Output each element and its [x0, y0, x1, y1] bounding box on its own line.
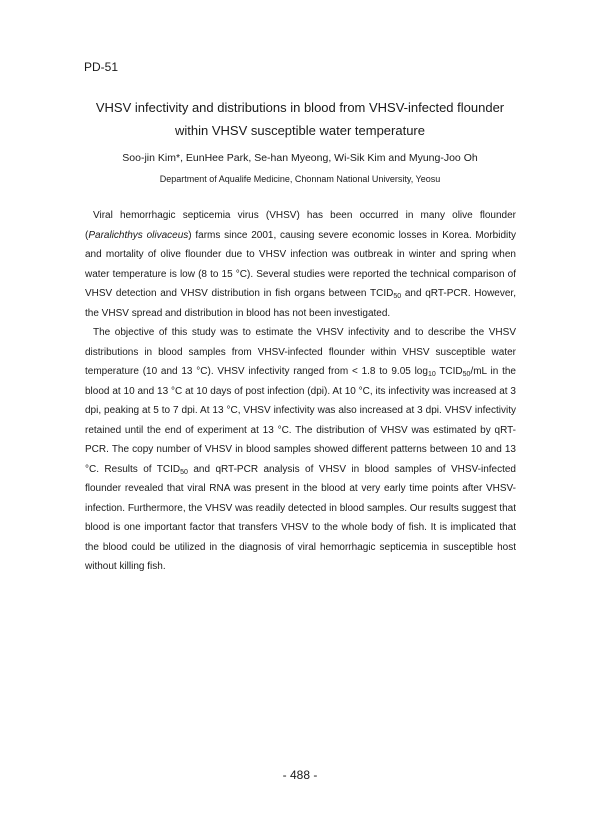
title-line-1: VHSV infectivity and distributions in blood from VHSV-infected flounder	[95, 100, 505, 115]
abstract-body	[85, 206, 516, 577]
session-code: PD-51	[84, 60, 119, 74]
p2-subscript-1: 10	[427, 371, 436, 378]
page-number: - 488 -	[282, 768, 318, 782]
title-line-2: within VHSV susceptible water temperature	[174, 123, 425, 138]
species-name: Paralichthys olivaceus	[88, 229, 189, 241]
p2-text-1: The objective of this study was to estimate the VHSV infectivity and to describe the VHSV distributions in blood samples from VHSV-infected flounder within VHSV susceptible water temperature (10 and 13 °C). VHSV infectivity ranged from < 1.8 to 9.05 log	[85, 327, 516, 377]
p2-subscript-2: 50	[462, 371, 471, 378]
abstract-paragraph-1	[85, 206, 516, 323]
p1-subscript-1: 50	[393, 293, 402, 300]
abstract-paragraph-2	[85, 323, 516, 577]
affiliation: Department of Aqualife Medicine, Chonnam National University, Yeosu	[159, 174, 441, 184]
p2-text-4: and qRT-PCR analysis of VHSV in blood samples of VHSV-infected flounder revealed that viral RNA was present in the blood at very early time points after VHSV-infection. Furthermore, the VHSV was readily detected in blood samples. Our results suggest that blood is one important factor that transfers VHSV to the whole body of fish. It is implicated that the blood could be utilized in the diagnosis of viral hemorrhagic septicemia in susceptible host without killing fish.	[85, 463, 516, 572]
paper-title	[60, 96, 540, 142]
p1-text-3: and qRT-PCR. However, the VHSV spread and distribution in blood has not been investigated.	[85, 288, 516, 319]
p2-subscript-3: 50	[180, 468, 188, 476]
author-list: Soo-jin Kim*, EunHee Park, Se-han Myeong, Wi-Sik Kim and Myung-Joo Oh	[122, 152, 478, 164]
p2-text-2: TCID	[435, 366, 463, 377]
p1-text-1: Viral hemorrhagic septicemia virus (VHSV) has been occurred in many olive flounder (	[85, 210, 516, 241]
p2-text-3: /mL in the blood at 10 and 13 °C at 10 days of post infection (dpi). At 10 °C, its infectivity was increased at 3 dpi, peaking at 5 to 7 dpi. At 13 °C, VHSV infectivity was also increased at 3 dpi. VHSV infectivity retained until the end of experiment at 13 °C. The distribution of VHSV was estimated by qRT-PCR. The copy number of VHSV in blood samples showed different patterns between 10 and 13 °C. Results of TCID	[85, 366, 516, 475]
p1-text-2: ) farms since 2001, causing severe economic losses in Korea. Morbidity and mortality of olive flounder due to VHSV infection was outbreak in winter and spring when water temperature is low (8 to 15 °C). Several studies were reported the technical comparison of VHSV detection and VHSV distribution in fish organs between TCID	[85, 229, 517, 299]
